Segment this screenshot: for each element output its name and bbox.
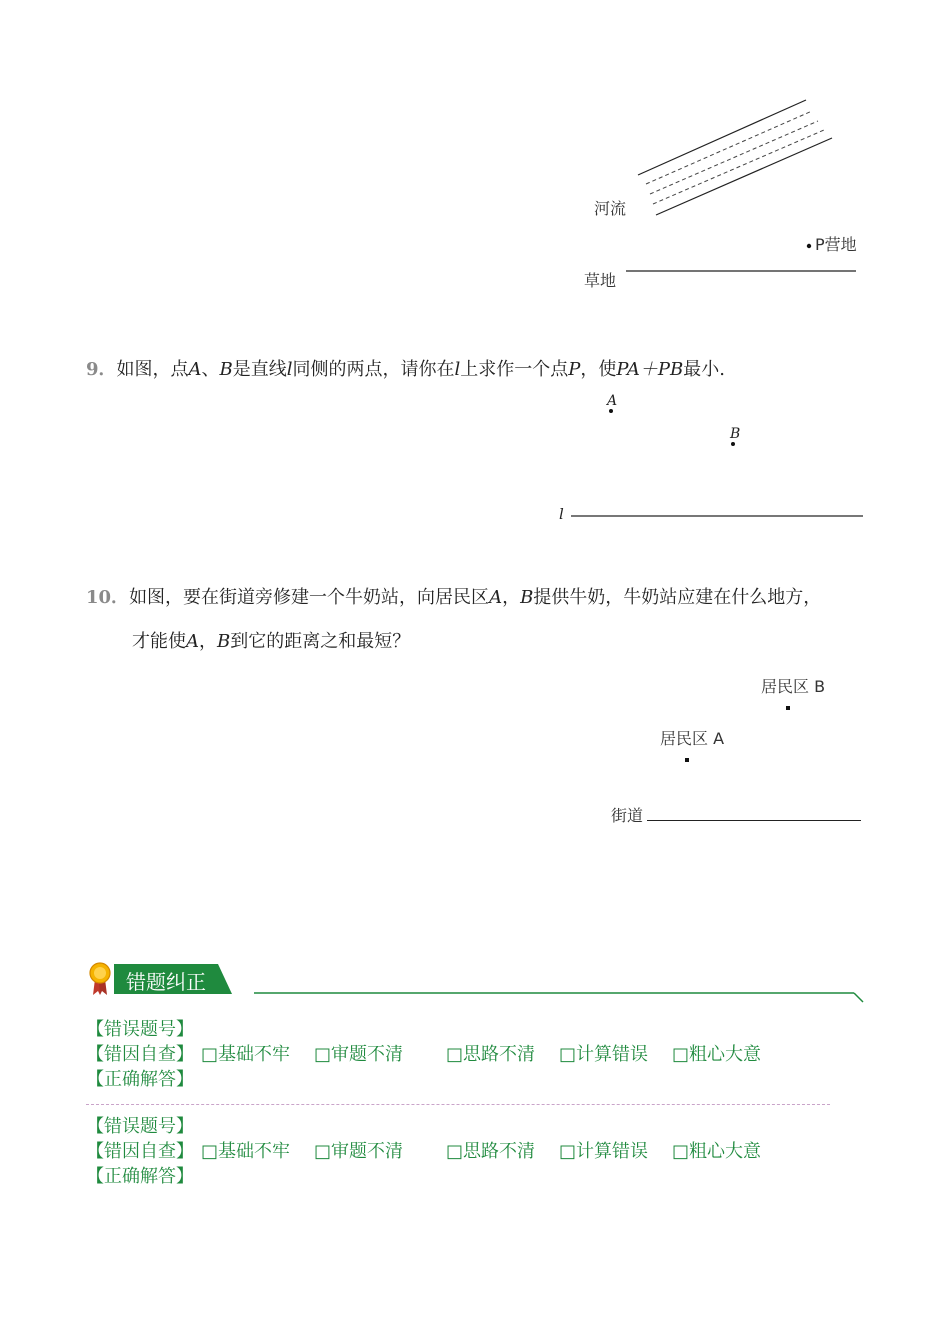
residential-a-point [685, 758, 689, 762]
point-b-label: B [730, 426, 741, 442]
point-a [609, 409, 613, 413]
option-thinking[interactable]: □思路不清 [446, 1044, 536, 1065]
street-label: 街道 [611, 806, 644, 825]
point-a-label: A [607, 393, 618, 409]
option-calculation[interactable]: □计算错误 [559, 1044, 649, 1065]
section-rule [254, 990, 866, 1006]
divider [86, 1104, 830, 1105]
correct-answer-label: 【正确解答】 [86, 1069, 194, 1090]
option-reading[interactable]: □审题不清 [314, 1044, 404, 1065]
option-basic[interactable]: □基础不牢 [201, 1141, 291, 1162]
point-b [731, 442, 735, 446]
option-calculation[interactable]: □计算错误 [559, 1141, 649, 1162]
street-line [647, 820, 861, 821]
line-l [571, 515, 863, 517]
error-number-label: 【错误题号】 [86, 1019, 194, 1040]
question-10: 10．如图，要在街道旁修建一个牛奶站，向居民区A，B提供牛奶，牛奶站应建在什么地方， [86, 587, 822, 608]
question-number: 9． [86, 359, 117, 380]
grass-label: 草地 [584, 271, 617, 290]
river-camp-figure [620, 95, 870, 285]
error-number-label: 【错误题号】 [86, 1116, 194, 1137]
option-reading[interactable]: □审题不清 [314, 1141, 404, 1162]
line-l-label: l [559, 505, 564, 523]
camp-label: P营地 [815, 235, 857, 254]
question-number: 10． [86, 587, 130, 608]
option-careless[interactable]: □粗心大意 [672, 1141, 762, 1162]
medal-icon [88, 962, 112, 996]
error-cause-label: 【错因自查】 [86, 1044, 194, 1065]
option-careless[interactable]: □粗心大意 [672, 1044, 762, 1065]
section-title: 错题纠正 [126, 970, 206, 994]
question-10-line-2: 才能使A，B到它的距离之和最短？ [132, 631, 411, 652]
river-label: 河流 [594, 199, 627, 218]
residential-a-label: 居民区 A [660, 729, 725, 748]
question-9: 9．如图，点A、B是直线l同侧的两点，请你在l上求作一个点P，使PA＋PB最小. [86, 359, 725, 380]
correct-answer-label: 【正确解答】 [86, 1166, 194, 1187]
option-basic[interactable]: □基础不牢 [201, 1044, 291, 1065]
residential-b-label: 居民区 B [761, 677, 826, 696]
residential-b-point [786, 706, 790, 710]
option-thinking[interactable]: □思路不清 [446, 1141, 536, 1162]
error-cause-label: 【错因自查】 [86, 1141, 194, 1162]
